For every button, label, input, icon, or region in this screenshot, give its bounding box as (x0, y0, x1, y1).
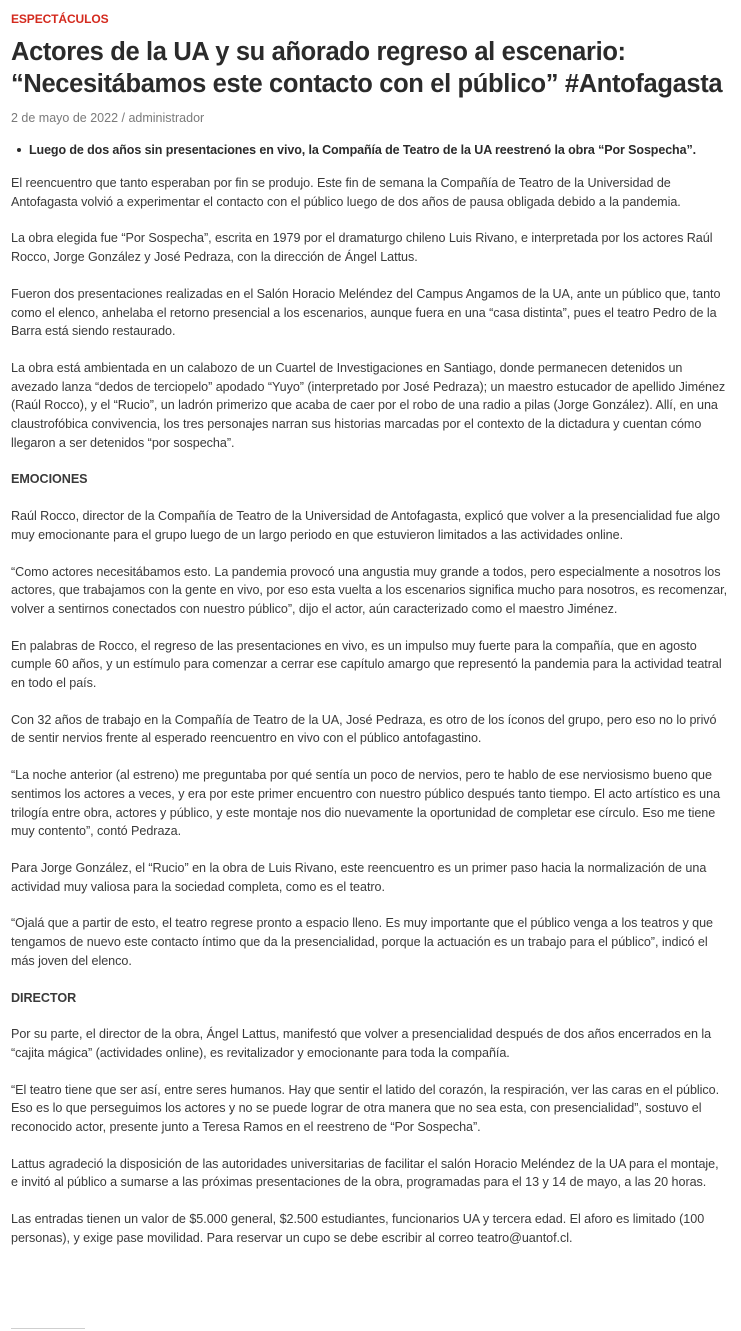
subheading-emociones: EMOCIONES (11, 472, 88, 487)
article-body (11, 174, 728, 1266)
category-link[interactable]: ESPECTÁCULOS (11, 12, 109, 26)
paragraph: “Ojalá que a partir de esto, el teatro regrese pronto a espacio lleno. Es muy importante que el público venga a los teatros y que tengamos de nuevo este contacto íntimo que da la presencialidad, porque la actuación es un trabajo para el público”, indicó el más joven del elenco. (11, 916, 714, 968)
paragraph: En palabras de Rocco, el regreso de las presentaciones en vivo, es un impulso muy fuerte para la compañía, que en agosto cumple 60 años, y un estímulo para comenzar a cerrar ese capítulo amargo que representó la pandemia para la actividad teatral en todo el país. (11, 638, 722, 691)
paragraph: Para Jorge González, el “Rucio” en la obra de Luis Rivano, este reencuentro es un primer paso hacia la normalización de una actividad muy valiosa para la sociedad completa, como es el teatro. (11, 860, 707, 894)
highlight-item: Luego de dos años sin presentaciones en vivo, la Compañía de Teatro de la UA reestrenó la obra “Por Sospecha”. (17, 141, 732, 159)
paragraph: Por su parte, el director de la obra, Ángel Lattus, manifestó que volver a presencialidad después de dos años encerrados en la “cajita mágica” (actividades online), es revitalizador y emocionante para toda la compañía. (11, 1027, 712, 1060)
highlights-list (17, 141, 732, 159)
article-title: Actores de la UA y su añorado regreso al escenario: “Necesitábamos este contacto con el público” #Antofagasta (11, 38, 723, 98)
author-link[interactable]: administrador (128, 111, 205, 125)
paragraph: “El teatro tiene que ser así, entre seres humanos. Hay que sentir el latido del corazón, la respiración, ver las caras en el público. Eso es lo que perseguimos los actores y no se puede lograr de otra manera que no sea esta, con presencialidad”, sostuvo el reconocido actor, presente junto a Teresa Ramos en el reestreno de “Por Sospecha”. (11, 1082, 720, 1135)
article-meta (11, 111, 204, 125)
paragraph: La obra está ambientada en un calabozo de un Cuartel de Investigaciones en Santiago, donde permanecen detenidos un avezado lanza “dedos de terciopelo” apodado “Yuyo” (interpretado por José Pedraza); un maestro estucador de apellido Jiménez (Raúl Rocco), y el “Rucio”, un ladrón primerizo que acaba de caer por el robo de una radio a pilas (Jorge González). Allí, en una claustrofóbica convivencia, los tres personajes narran sus historias marcadas por el contexto de la dictadura y cuentan cómo llegaron a ser detenidos “por sospecha”. (11, 360, 726, 450)
paragraph: Con 32 años de trabajo en la Compañía de Teatro de la UA, José Pedraza, es otro de los íconos del grupo, pero eso no lo privó de sentir nervios frente al esperado reencuentro en vivo con el público antofagastino. (11, 712, 717, 746)
post-date[interactable]: 2 de mayo de 2022 (11, 111, 119, 125)
paragraph: El reencuentro que tanto esperaban por fin se produjo. Este fin de semana la Compañía de Teatro de la Universidad de Antofagasta volvió a experimentar el contacto con el público luego de dos años de pausa obligada debido a la pandemia. (11, 176, 681, 209)
paragraph: Raúl Rocco, director de la Compañía de Teatro de la Universidad de Antofagasta, explicó que volver a la presencialidad fue algo muy emocionante para el grupo luego de un largo periodo en que estuvieron limitados a las actividades online. (11, 509, 720, 542)
paragraph: Las entradas tienen un valor de $5.000 general, $2.500 estudiantes, funcionarios UA y tercera edad. El aforo es limitado (100 personas), y exige pase movilidad. Para reservar un cupo se debe escribir al correo teatro@uantof.cl. (11, 1212, 705, 1245)
paragraph: “Como actores necesitábamos esto. La pandemia provocó una angustia muy grande a todos, pero especialmente a nosotros los actores, que trabajamos con la gente en vivo, por eso esta vuelta a los escenarios significa mucho para nosotros, es recomenzar, volver a sentirnos conectados con nuestro público”, dijo el actor, aún caracterizado como el maestro Jiménez. (11, 564, 728, 616)
paragraph: Fueron dos presentaciones realizadas en el Salón Horacio Meléndez del Campus Angamos de la UA, ante un público que, tanto como el elenco, anhelaba el retorno presencial a los escenarios, aunque fuera en una “casa distinta”, pues el teatro Pedro de la Barra está siendo restaurado. (11, 286, 721, 339)
meta-separator: / (118, 111, 129, 125)
paragraph: La obra elegida fue “Por Sospecha”, escrita en 1979 por el dramaturgo chileno Luis Rivano, e interpretada por los actores Raúl Rocco, Jorge González y José Pedraza, con la dirección de Ángel Lattus. (11, 231, 713, 265)
footer-divider (11, 1328, 85, 1329)
paragraph: Lattus agradeció la disposición de las autoridades universitarias de facilitar el salón Horacio Meléndez de la UA para el montaje, e invitó al público a sumarse a las próximas presentaciones de la obra, programadas para el 13 y 14 de mayo, a las 20 horas. (11, 1156, 719, 1190)
subheading-director: DIRECTOR (11, 990, 77, 1005)
paragraph: “La noche anterior (al estreno) me preguntaba por qué sentía un poco de nervios, pero te hablo de ese nerviosismo bueno que sentimos los actores a veces, y era por este primer encuentro con nuestro público después tanto tiempo. El acto artístico es una trilogía entre obra, actores y público, y este montaje nos dio nuevamente la oportunidad de completar ese círculo. Eso me tiene muy contento”, contó Pedraza. (11, 768, 721, 839)
